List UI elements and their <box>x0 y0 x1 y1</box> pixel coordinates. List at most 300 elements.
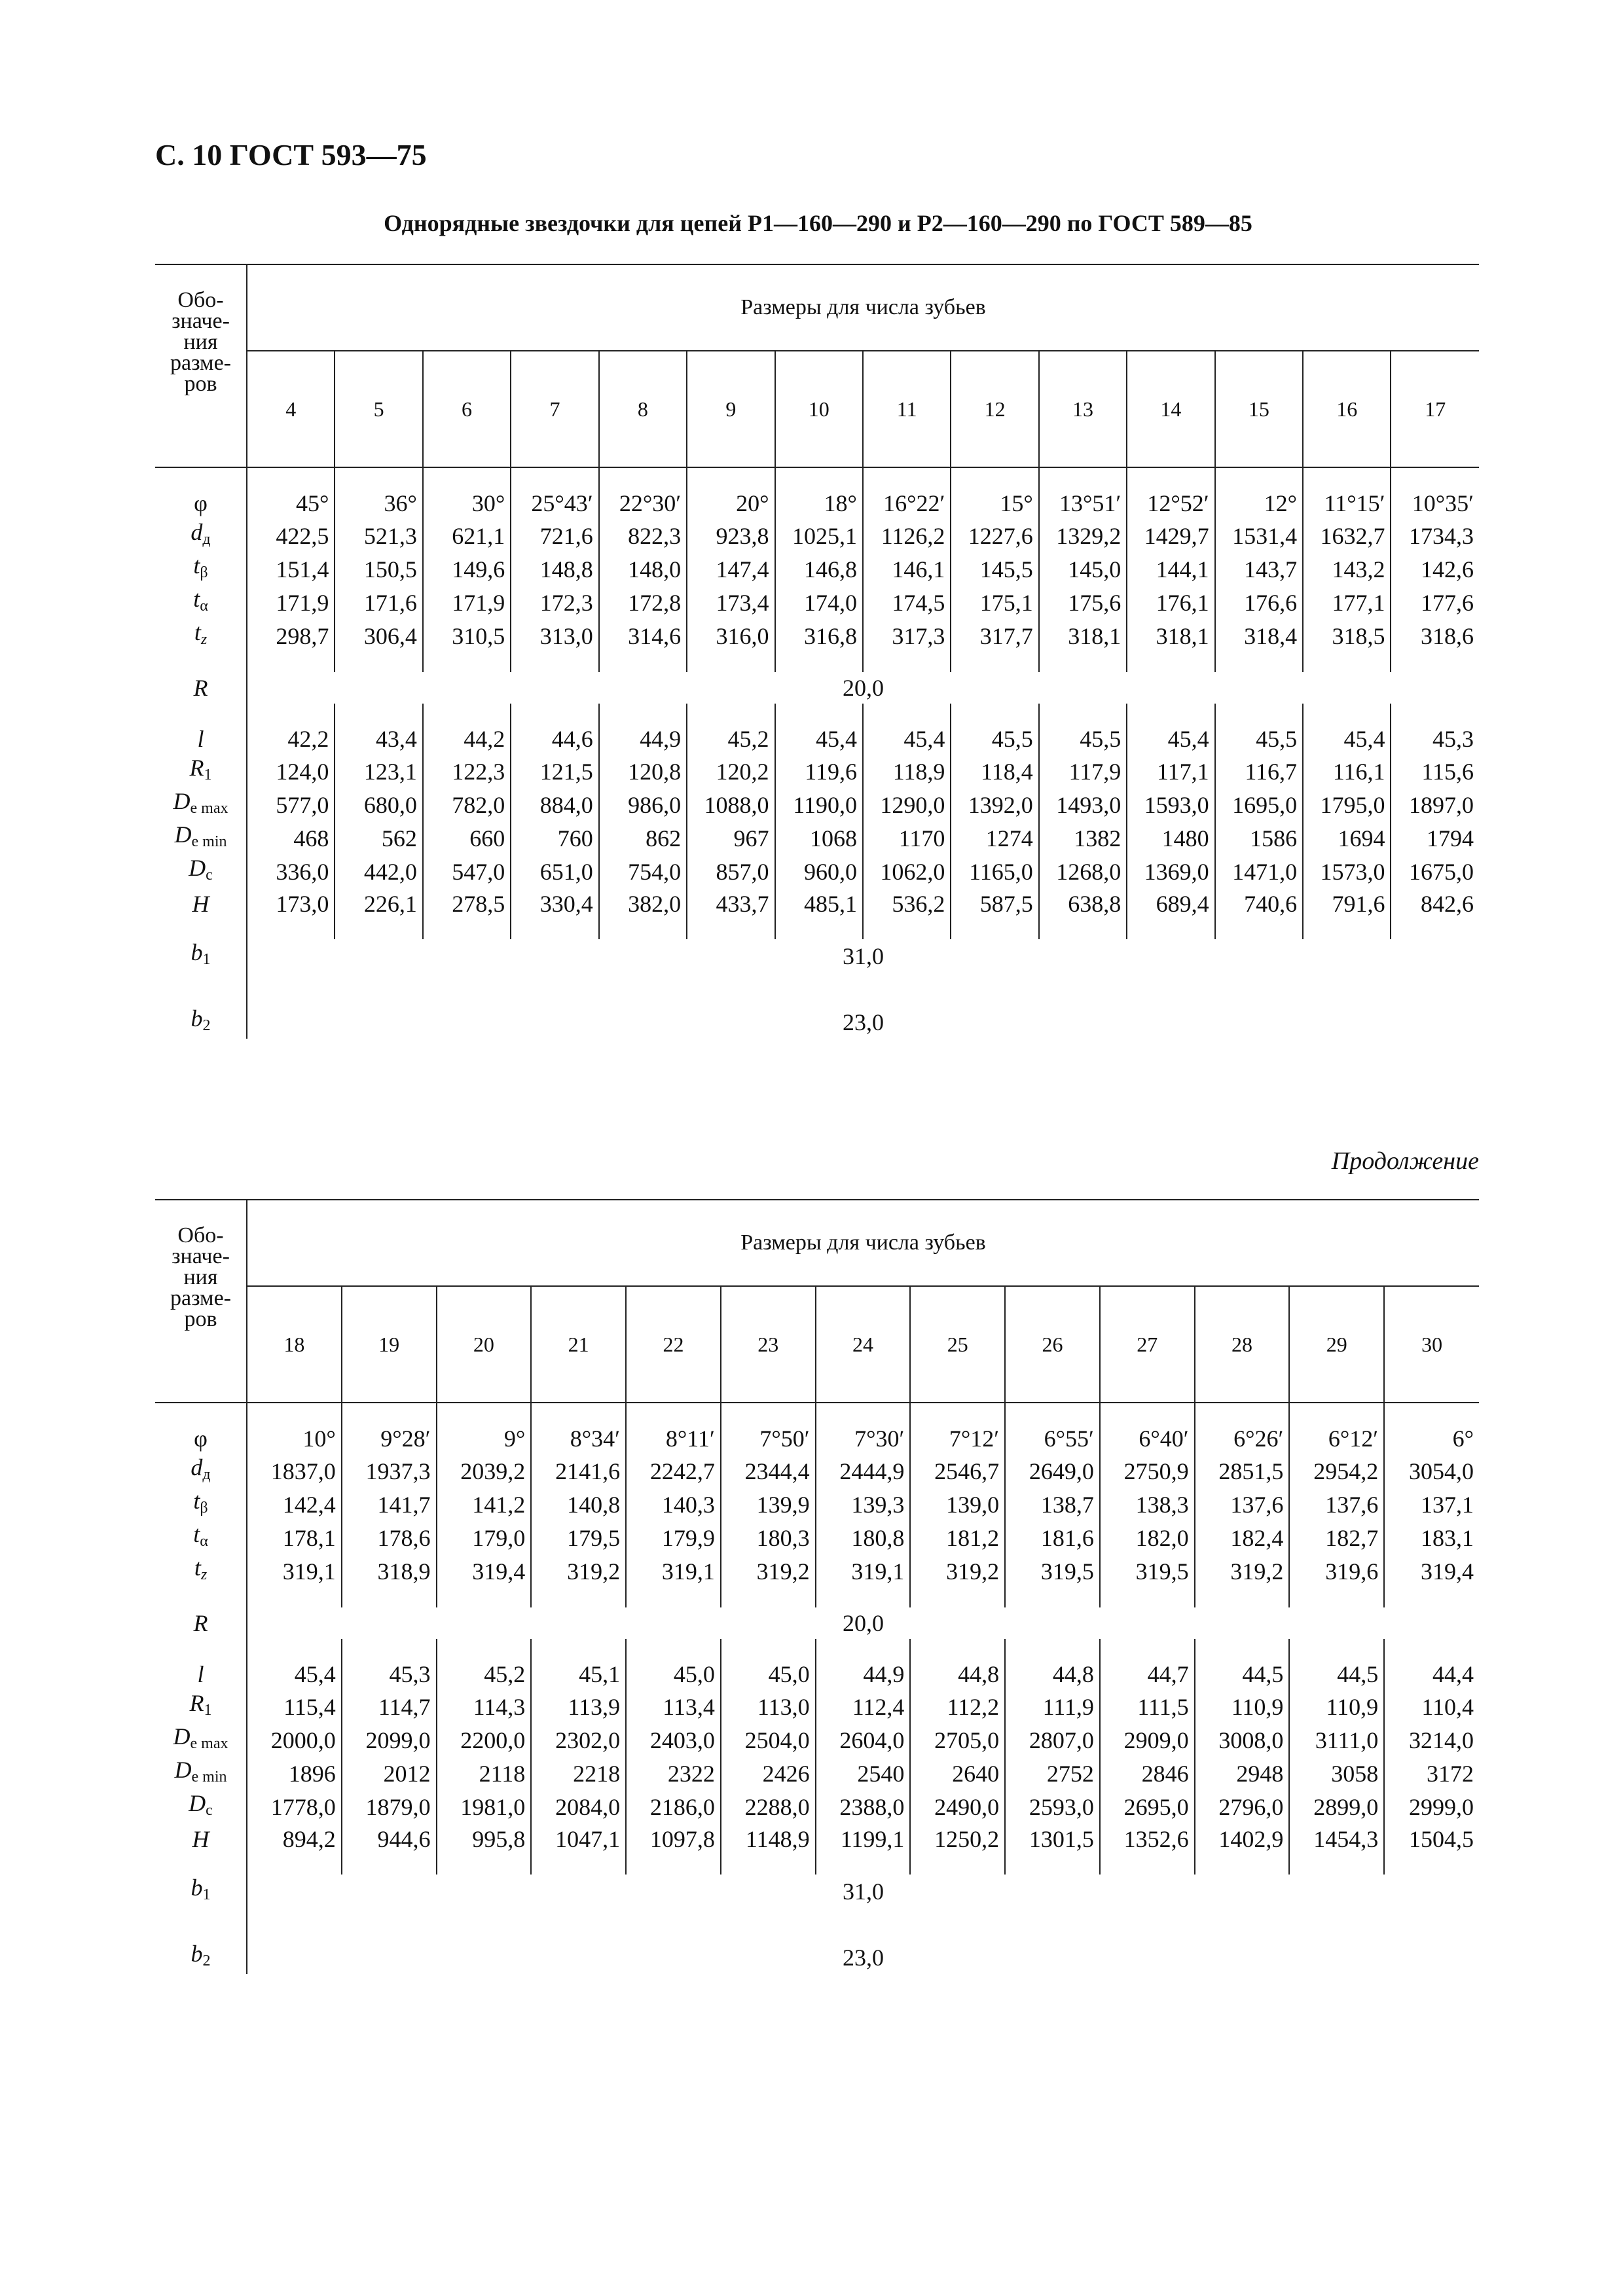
table-cell: 1047,1 <box>531 1823 626 1855</box>
table-cell: 1981,0 <box>437 1790 532 1823</box>
table-cell: 176,1 <box>1127 586 1214 619</box>
table-cell: 120,2 <box>687 755 775 788</box>
table-cell: 1778,0 <box>270 1793 336 1820</box>
table-cell: 45,2 <box>437 1659 532 1690</box>
table-cell: 12°52′ <box>1127 488 1214 519</box>
table-cell: 145,5 <box>951 552 1038 586</box>
row-label: φ <box>155 1423 247 1454</box>
table-cell: 43,4 <box>335 723 422 755</box>
table-cell: 113,0 <box>721 1690 816 1723</box>
teeth-count-header: 14 <box>1127 351 1214 467</box>
table-cell: 45,3 <box>342 1659 437 1690</box>
table-cell: 1369,0 <box>1127 855 1214 888</box>
table-cell: 171,6 <box>335 586 422 619</box>
table-cell: 442,0 <box>335 855 422 888</box>
table-cell: 138,7 <box>1005 1488 1100 1521</box>
table-cell: 45,3 <box>1391 723 1479 755</box>
teeth-count-header: 27 <box>1100 1286 1195 1403</box>
table-cell: 25°43′ <box>511 488 598 519</box>
table-cell: 180,3 <box>721 1521 816 1554</box>
table-cell: 2426 <box>721 1757 816 1790</box>
table-cell: 7°30′ <box>816 1423 911 1454</box>
table-cell: 45,0 <box>626 1659 721 1690</box>
teeth-count-header: 7 <box>511 351 598 467</box>
table-cell: 1148,9 <box>721 1823 816 1855</box>
table-cell: 141,2 <box>437 1488 532 1521</box>
table-cell: 782,0 <box>423 788 511 821</box>
row-label: $t_\beta$ <box>155 1488 247 1521</box>
table-cell: 791,6 <box>1303 888 1391 920</box>
table-cell: 547,0 <box>423 855 511 888</box>
table-cell: 485,1 <box>775 888 863 920</box>
table-cell: 310,5 <box>423 619 511 653</box>
table-cell: 146,8 <box>775 552 863 586</box>
teeth-count-header: 26 <box>1005 1286 1100 1403</box>
table-cell: 3058 <box>1289 1757 1384 1790</box>
table-cell: 45,5 <box>1215 723 1303 755</box>
table-cell: 178,6 <box>342 1521 437 1554</box>
table-cell: 318,1 <box>1127 619 1214 653</box>
table-cell: 6°55′ <box>1005 1423 1100 1454</box>
table-cell: 960,0 <box>775 855 863 888</box>
table-cell: 120,8 <box>599 755 687 788</box>
table-cell: 9° <box>437 1423 532 1454</box>
table-cell: 45,5 <box>1039 723 1127 755</box>
table-cell: 117,9 <box>1039 755 1127 788</box>
table-cell: 147,4 <box>687 552 775 586</box>
row-label: R <box>155 672 247 704</box>
table-cell: 2546,7 <box>910 1454 1005 1488</box>
table-cell: 1586 <box>1215 821 1303 855</box>
table-cell: 150,5 <box>335 552 422 586</box>
table-cell: 148,0 <box>599 552 687 586</box>
table-cell: 2796,0 <box>1195 1790 1290 1823</box>
table-cell: 382,0 <box>599 888 687 920</box>
table-cell: 143,7 <box>1215 552 1303 586</box>
table-cell: 182,0 <box>1100 1521 1195 1554</box>
table-cell: 36° <box>335 488 422 519</box>
table-cell: 15° <box>951 488 1038 519</box>
table-cell: 894,2 <box>282 1826 336 1852</box>
row-label: $D_{e min}$ <box>155 821 247 855</box>
table-cell: 112,2 <box>910 1690 1005 1723</box>
table-cell: 149,6 <box>423 552 511 586</box>
teeth-count-header: 30 <box>1384 1286 1479 1403</box>
table-cell: 9°28′ <box>342 1423 437 1454</box>
table-cell: 144,1 <box>1127 552 1214 586</box>
table-cell: 319,6 <box>1289 1554 1384 1588</box>
table-cell: 110,9 <box>1289 1690 1384 1723</box>
teeth-count-header: 5 <box>335 351 422 467</box>
row-label: l <box>155 1659 247 1690</box>
teeth-count-header: 22 <box>626 1286 721 1403</box>
teeth-count-header: 13 <box>1039 351 1127 467</box>
table-cell: 176,6 <box>1215 586 1303 619</box>
table-cell: 278,5 <box>423 888 511 920</box>
table-cell: 862 <box>599 821 687 855</box>
table-cell: 2444,9 <box>816 1454 911 1488</box>
legend-header: Обо- значе- ния разме- ров <box>155 1200 247 1403</box>
table-cell: 923,8 <box>687 519 775 552</box>
table-cell: 3172 <box>1384 1757 1479 1790</box>
table-cell: 1274 <box>951 821 1038 855</box>
table-cell: 6°40′ <box>1100 1423 1195 1454</box>
table-cell: 433,7 <box>687 888 775 920</box>
teeth-count-header: 9 <box>687 351 775 467</box>
table-cell: 2909,0 <box>1100 1723 1195 1757</box>
table-cell: 110,9 <box>1195 1690 1290 1723</box>
table-cell: 44,9 <box>599 723 687 755</box>
table-cell: 182,7 <box>1289 1521 1384 1554</box>
table-cell: 8°11′ <box>626 1423 721 1454</box>
table-cell: 2750,9 <box>1100 1454 1195 1488</box>
table-cell: 137,6 <box>1289 1488 1384 1521</box>
table-cell: 1734,3 <box>1391 519 1479 552</box>
table-cell: 2705,0 <box>910 1723 1005 1757</box>
table-cell: 2012 <box>342 1757 437 1790</box>
table-cell: 1694 <box>1303 821 1391 855</box>
teeth-count-header: 10 <box>775 351 863 467</box>
teeth-count-header: 25 <box>910 1286 1005 1403</box>
merged-value: 31,0 <box>843 942 884 969</box>
teeth-count-header: 28 <box>1195 1286 1290 1403</box>
row-label: $t_\alpha$ <box>155 1521 247 1554</box>
table-cell: 8°34′ <box>531 1423 626 1454</box>
row-label: R <box>155 1607 247 1639</box>
table-cell: 44,8 <box>910 1659 1005 1690</box>
table-cell: 45,0 <box>721 1659 816 1690</box>
table-cell: 1088,0 <box>687 788 775 821</box>
table-cell: 1352,6 <box>1100 1823 1195 1855</box>
row-label: φ <box>155 488 247 519</box>
table-cell: 3111,0 <box>1289 1723 1384 1757</box>
row-label: $D_c$ <box>155 855 247 888</box>
table-cell: 226,1 <box>335 888 422 920</box>
row-label: H <box>155 888 247 920</box>
table-cell: 587,5 <box>951 888 1038 920</box>
table-cell: 680,0 <box>335 788 422 821</box>
table-cell: 2604,0 <box>816 1723 911 1757</box>
teeth-count-header: 11 <box>863 351 951 467</box>
table-cell: 2242,7 <box>626 1454 721 1488</box>
table-cell: 2118 <box>437 1757 532 1790</box>
table-cell: 319,2 <box>910 1554 1005 1588</box>
table-cell: 2322 <box>626 1757 721 1790</box>
table-cell: 18° <box>775 488 863 519</box>
table-cell: 1227,6 <box>951 519 1038 552</box>
table-cell: 318,6 <box>1391 619 1479 653</box>
table-cell: 1675,0 <box>1391 855 1479 888</box>
table-cell: 2540 <box>816 1757 911 1790</box>
teeth-count-header: 20 <box>437 1286 532 1403</box>
table-cell: 621,1 <box>423 519 511 552</box>
table-cell: 1897,0 <box>1391 788 1479 821</box>
table-cell: 1268,0 <box>1039 855 1127 888</box>
table-cell: 1573,0 <box>1303 855 1391 888</box>
table-cell: 171,9 <box>423 586 511 619</box>
table-cell: 44,4 <box>1384 1659 1479 1690</box>
table-cell: 11°15′ <box>1303 488 1391 519</box>
table-cell: 181,2 <box>910 1521 1005 1554</box>
table-cell: 422,5 <box>276 522 329 549</box>
table-cell: 1794 <box>1391 821 1479 855</box>
table-cell: 760 <box>511 821 598 855</box>
table-cell: 2490,0 <box>910 1790 1005 1823</box>
row-label: $d_д$ <box>155 519 247 552</box>
table-cell: 44,5 <box>1289 1659 1384 1690</box>
table-cell: 1301,5 <box>1005 1823 1100 1855</box>
table-cell: 113,9 <box>531 1690 626 1723</box>
teeth-count-header: 6 <box>423 351 511 467</box>
table-cell: 12° <box>1215 488 1303 519</box>
table-cell: 174,0 <box>775 586 863 619</box>
table-cell: 143,2 <box>1303 552 1391 586</box>
table-cell: 967 <box>687 821 775 855</box>
table-cell: 179,5 <box>531 1521 626 1554</box>
teeth-count-header: 4 <box>247 351 335 467</box>
table-cell: 10° <box>302 1426 336 1452</box>
row-label: $D_{e min}$ <box>155 1757 247 1790</box>
sprocket-table-2 <box>155 1199 1479 1974</box>
table-cell: 44,6 <box>511 723 598 755</box>
table-cell: 6°12′ <box>1289 1423 1384 1454</box>
table-cell: 118,9 <box>863 755 951 788</box>
row-label: $b_2$ <box>155 1941 247 1974</box>
table-cell: 1165,0 <box>951 855 1038 888</box>
table-cell: 2000,0 <box>270 1727 336 1753</box>
table-cell: 123,1 <box>335 755 422 788</box>
table-cell: 2141,6 <box>531 1454 626 1488</box>
table-cell: 179,9 <box>626 1521 721 1554</box>
table-cell: 313,0 <box>511 619 598 653</box>
table-cell: 319,4 <box>1384 1554 1479 1588</box>
table-cell: 2200,0 <box>437 1723 532 1757</box>
table-cell: 1837,0 <box>270 1458 336 1484</box>
row-label: $D_{e max}$ <box>155 788 247 821</box>
table-cell: 1593,0 <box>1127 788 1214 821</box>
merged-value: 20,0 <box>843 675 884 701</box>
table-cell: 944,6 <box>342 1823 437 1855</box>
table-cell: 146,1 <box>863 552 951 586</box>
table-cell: 1504,5 <box>1384 1823 1479 1855</box>
teeth-count-header: 29 <box>1289 1286 1384 1403</box>
table-cell: 536,2 <box>863 888 951 920</box>
table-cell: 110,4 <box>1384 1690 1479 1723</box>
table-cell: 2388,0 <box>816 1790 911 1823</box>
table-cell: 2039,2 <box>437 1454 532 1488</box>
table-cell: 1471,0 <box>1215 855 1303 888</box>
row-label: $D_{e max}$ <box>155 1723 247 1757</box>
merged-value: 20,0 <box>843 1610 884 1636</box>
teeth-count-header: 15 <box>1215 351 1303 467</box>
table-cell: 30° <box>423 488 511 519</box>
table-cell: 822,3 <box>599 519 687 552</box>
table-cell: 319,4 <box>437 1554 532 1588</box>
table-cell: 181,6 <box>1005 1521 1100 1554</box>
table-cell: 1937,3 <box>342 1454 437 1488</box>
table-cell: 521,3 <box>335 519 422 552</box>
table-cell: 2846 <box>1100 1757 1195 1790</box>
table-cell: 182,4 <box>1195 1521 1290 1554</box>
teeth-count-header: 23 <box>721 1286 816 1403</box>
table-cell: 119,6 <box>775 755 863 788</box>
table-cell: 173,4 <box>687 586 775 619</box>
table-cell: 137,1 <box>1384 1488 1479 1521</box>
table-cell: 45,2 <box>687 723 775 755</box>
table-cell: 45,4 <box>1303 723 1391 755</box>
table-cell: 319,2 <box>1195 1554 1290 1588</box>
table-cell: 3008,0 <box>1195 1723 1290 1757</box>
table-cell: 1429,7 <box>1127 519 1214 552</box>
table-cell: 45,1 <box>531 1659 626 1690</box>
table-cell: 319,1 <box>282 1558 336 1585</box>
table-cell: 562 <box>335 821 422 855</box>
table-cell: 139,9 <box>721 1488 816 1521</box>
table-cell: 45,4 <box>294 1661 336 1687</box>
table-cell: 2752 <box>1005 1757 1100 1790</box>
table-cell: 174,5 <box>863 586 951 619</box>
table-cell: 114,3 <box>437 1690 532 1723</box>
sprocket-table-1 <box>155 264 1479 1039</box>
merged-value: 23,0 <box>843 1009 884 1035</box>
table-cell: 140,3 <box>626 1488 721 1521</box>
continuation-label: Продолжение <box>1331 1147 1479 1175</box>
table-cell: 179,0 <box>437 1521 532 1554</box>
table-cell: 298,7 <box>276 622 329 649</box>
table-cell: 117,1 <box>1127 755 1214 788</box>
table-cell: 114,7 <box>342 1690 437 1723</box>
table-cell: 13°51′ <box>1039 488 1127 519</box>
teeth-count-header: 8 <box>599 351 687 467</box>
table-cell: 45,4 <box>1127 723 1214 755</box>
table-cell: 2099,0 <box>342 1723 437 1757</box>
table-cell: 141,7 <box>342 1488 437 1521</box>
table-cell: 145,0 <box>1039 552 1127 586</box>
table-cell: 577,0 <box>276 791 329 818</box>
table-cell: 7°12′ <box>910 1423 1005 1454</box>
table-cell: 316,0 <box>687 619 775 653</box>
table-cell: 318,5 <box>1303 619 1391 653</box>
table-cell: 1795,0 <box>1303 788 1391 821</box>
page-header: С. 10 ГОСТ 593—75 <box>155 138 427 171</box>
table-cell: 689,4 <box>1127 888 1214 920</box>
table-cell: 2948 <box>1195 1757 1290 1790</box>
table-cell: 142,4 <box>282 1491 336 1518</box>
table-cell: 1454,3 <box>1289 1823 1384 1855</box>
table-cell: 2218 <box>531 1757 626 1790</box>
table-cell: 638,8 <box>1039 888 1127 920</box>
table-cell: 1250,2 <box>910 1823 1005 1855</box>
table-cell: 1896 <box>288 1760 336 1787</box>
table-cell: 115,4 <box>283 1693 336 1720</box>
row-label: H <box>155 1823 247 1855</box>
table-cell: 316,8 <box>775 619 863 653</box>
table-cell: 1068 <box>775 821 863 855</box>
span-heading: Размеры для числа зубьев <box>247 1200 1479 1286</box>
table-cell: 42,2 <box>287 726 329 752</box>
table-cell: 319,2 <box>531 1554 626 1588</box>
table-cell: 2084,0 <box>531 1790 626 1823</box>
table-cell: 172,8 <box>599 586 687 619</box>
table-cell: 2899,0 <box>1289 1790 1384 1823</box>
table-cell: 2302,0 <box>531 1723 626 1757</box>
table-cell: 1190,0 <box>775 788 863 821</box>
table-cell: 139,3 <box>816 1488 911 1521</box>
table-cell: 1097,8 <box>626 1823 721 1855</box>
table-cell: 2504,0 <box>721 1723 816 1757</box>
table-cell: 2851,5 <box>1195 1454 1290 1488</box>
table-cell: 20° <box>687 488 775 519</box>
table-cell: 2999,0 <box>1384 1790 1479 1823</box>
table-cell: 319,5 <box>1100 1554 1195 1588</box>
table-cell: 319,1 <box>626 1554 721 1588</box>
table-cell: 1382 <box>1039 821 1127 855</box>
table-cell: 1126,2 <box>863 519 951 552</box>
table-cell: 122,3 <box>423 755 511 788</box>
table-cell: 314,6 <box>599 619 687 653</box>
table-cell: 660 <box>423 821 511 855</box>
table-cell: 1632,7 <box>1303 519 1391 552</box>
table-cell: 140,8 <box>531 1488 626 1521</box>
table-cell: 2344,4 <box>721 1454 816 1488</box>
table-cell: 2288,0 <box>721 1790 816 1823</box>
row-label: $D_c$ <box>155 1790 247 1823</box>
table-cell: 180,8 <box>816 1521 911 1554</box>
table-cell: 721,6 <box>511 519 598 552</box>
table-cell: 6° <box>1384 1423 1479 1454</box>
table-cell: 175,6 <box>1039 586 1127 619</box>
teeth-count-header: 17 <box>1391 351 1479 467</box>
table-cell: 319,5 <box>1005 1554 1100 1588</box>
table-cell: 124,0 <box>276 758 329 785</box>
table-cell: 139,0 <box>910 1488 1005 1521</box>
table-cell: 2403,0 <box>626 1723 721 1757</box>
table-cell: 178,1 <box>282 1524 336 1551</box>
teeth-count-header: 24 <box>816 1286 911 1403</box>
table-cell: 1531,4 <box>1215 519 1303 552</box>
merged-value: 23,0 <box>843 1944 884 1971</box>
table-cell: 1329,2 <box>1039 519 1127 552</box>
table-cell: 45,5 <box>951 723 1038 755</box>
table-cell: 1392,0 <box>951 788 1038 821</box>
table-cell: 2593,0 <box>1005 1790 1100 1823</box>
table-cell: 113,4 <box>626 1690 721 1723</box>
table-cell: 10°35′ <box>1391 488 1479 519</box>
row-label: l <box>155 723 247 755</box>
table-cell: 317,7 <box>951 619 1038 653</box>
table-cell: 171,9 <box>276 589 329 616</box>
table-cell: 1199,1 <box>816 1823 911 1855</box>
row-label: $R_1$ <box>155 1690 247 1723</box>
table-cell: 44,5 <box>1195 1659 1290 1690</box>
table-cell: 44,8 <box>1005 1659 1100 1690</box>
table-cell: 16°22′ <box>863 488 951 519</box>
legend-header: Обо- значе- ния разме- ров <box>155 264 247 467</box>
row-label: $t_z$ <box>155 619 247 653</box>
table-cell: 318,4 <box>1215 619 1303 653</box>
table-cell: 319,1 <box>816 1554 911 1588</box>
table-cell: 173,0 <box>276 891 329 917</box>
table-cell: 177,6 <box>1391 586 1479 619</box>
table-cell: 22°30′ <box>599 488 687 519</box>
table-cell: 318,9 <box>342 1554 437 1588</box>
table-cell: 175,1 <box>951 586 1038 619</box>
table-cell: 1402,9 <box>1195 1823 1290 1855</box>
row-label: $b_1$ <box>155 1874 247 1908</box>
table-cell: 1170 <box>863 821 951 855</box>
table-cell: 111,5 <box>1100 1690 1195 1723</box>
table-cell: 111,9 <box>1005 1690 1100 1723</box>
